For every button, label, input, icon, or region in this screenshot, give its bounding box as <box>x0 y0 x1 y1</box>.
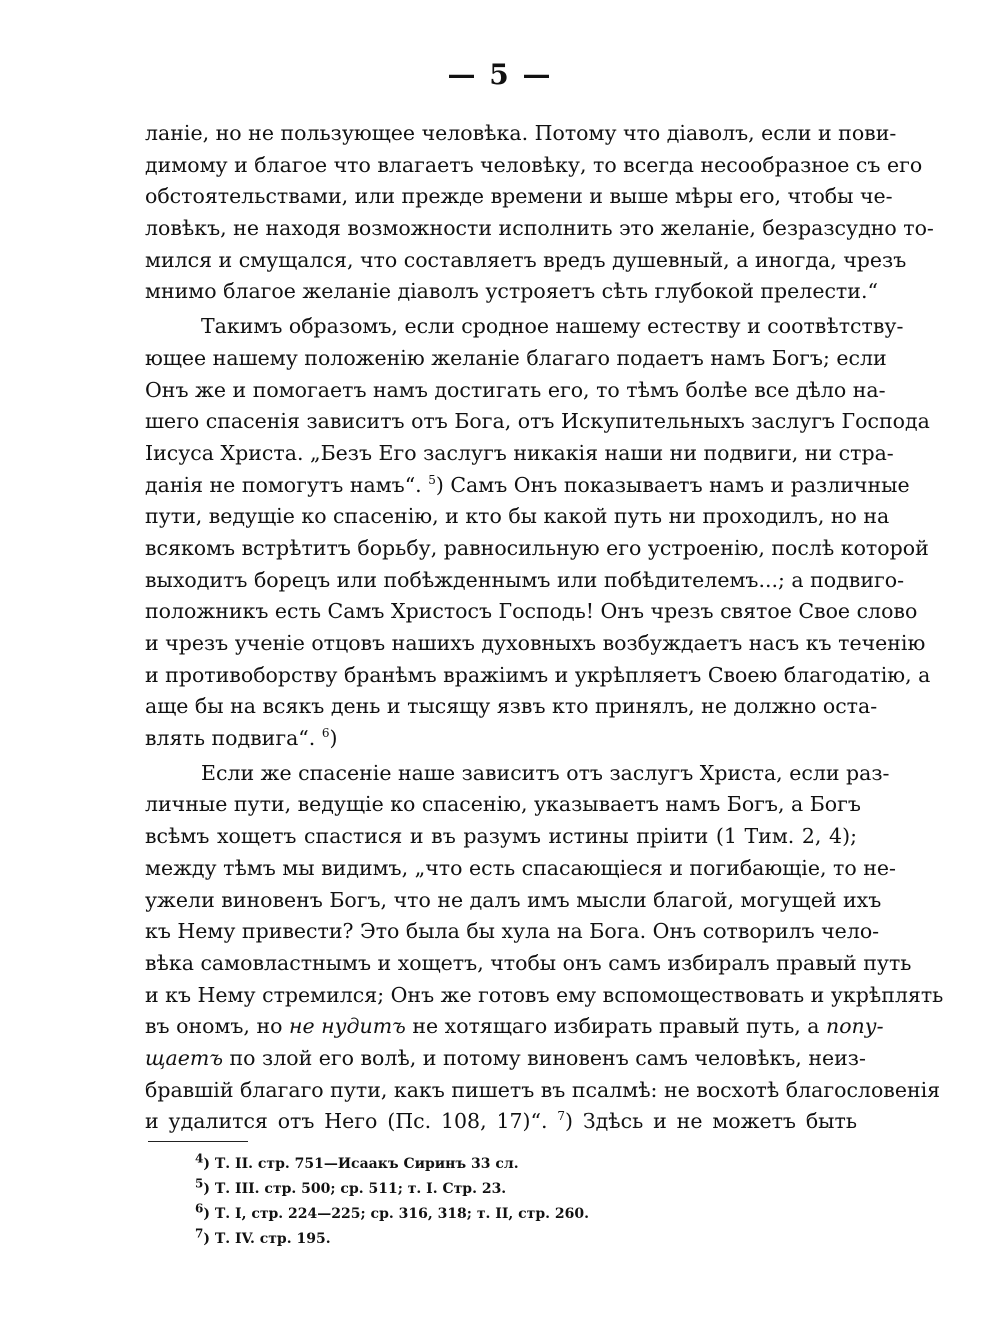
footnote-ref: 7 <box>557 1109 566 1124</box>
footnote: $^7$) Т. IV. стр. 195. <box>195 1226 331 1247</box>
text-line: ланіе, но не пользующее человѣка. Потому что діаволъ, если и пови- <box>145 121 897 145</box>
text-line: бравшій благаго пути, какъ пишетъ въ псалмѣ: не восхотѣ благословенія <box>145 1077 941 1102</box>
text-line: мился и смущался, что составляетъ вредъ душевный, а иногда, чрезъ <box>145 247 907 272</box>
text-line: Такимъ образомъ, если сродное нашему естеству и соотвѣтству- <box>201 314 904 339</box>
text-line: выходитъ борецъ или побѣжденнымъ или побѣдителемъ...; а подвиго- <box>145 567 904 592</box>
text-line: мнимо благое желаніе діаволъ устрояетъ сѣть глубокой прелести.“ <box>145 279 878 304</box>
text-line: между тѣмъ мы видимъ, „что есть спасающіеся и погибающіе, то не- <box>145 855 896 880</box>
text-line: данія не помогутъ намъ“. $^5$) Самъ Онъ показываетъ намъ и различные <box>145 472 910 497</box>
text-line: и противоборству бранѣмъ вражіимъ и укрѣпляетъ Своею благодатію, а <box>145 662 931 687</box>
text-line: димому и благое что влагаетъ человѣку, то всегда несообразное съ его <box>145 152 923 177</box>
text-line: щаетъ по злой его волѣ, и потому виновенъ самъ человѣкъ, неиз- <box>145 1045 866 1070</box>
text-line: Іисуса Христа. „Безъ Его заслугъ никакія наши ни подвиги, ни стра- <box>145 440 894 465</box>
text-line: вѣка самовластнымъ и хощетъ, чтобы онъ самъ избиралъ правый путь <box>145 950 912 975</box>
text-line: и къ Нему стремился; Онъ же готовъ ему вспомоществовать и укрѣплять <box>145 982 944 1007</box>
footnote: $^5$) Т. III. стр. 500; ср. 511; т. I. Стр. 23. <box>195 1176 507 1197</box>
footnote-separator <box>148 1141 248 1142</box>
text-line: положникъ есть Самъ Христосъ Господь! Онъ чрезъ святое Свое слово <box>145 599 918 624</box>
text-line: влять подвига“. $^6$) <box>145 726 338 751</box>
text-line: Если же спасеніе наше зависитъ отъ заслугъ Христа, если раз- <box>201 760 890 785</box>
text-line: пути, ведущіе ко спасенію, и кто бы какой путь ни проходилъ, но на <box>145 504 890 529</box>
text-line: аще бы на всякъ день и тысящу язвъ кто принялъ, не должно оста- <box>145 694 878 719</box>
footnotes <box>195 1152 589 1252</box>
text-line: къ Нему привести? Это была бы хула на Бога. Онъ сотворилъ чело- <box>145 919 880 944</box>
footnote: $^4$) Т. II. стр. 751—Исаакъ Сиринъ 33 сл. <box>195 1151 519 1172</box>
italic-emphasis: не нудитъ <box>289 1014 406 1039</box>
text-line: и чрезъ ученіе отцовъ нашихъ духовныхъ возбуждаетъ насъ къ теченію <box>145 631 926 655</box>
footnote-ref: 5 <box>428 472 436 487</box>
footnote: $^6$) Т. I, стр. 224—225; ср. 316, 318; т. II, стр. 260. <box>195 1201 589 1222</box>
text-line: ловѣкъ, не находя возможности исполнить это желаніе, безразсудно то- <box>145 216 934 241</box>
text-line: обстоятельствами, или прежде времени и выше мѣры его, чтобы че- <box>145 184 893 209</box>
text-line: всякомъ встрѣтитъ борьбу, равносильную его устроенію, послѣ которой <box>145 535 929 560</box>
italic-emphasis: щаетъ <box>145 1045 223 1070</box>
text-line: ющее нашему положенію желаніе благаго подаетъ намъ Богъ; если <box>145 345 887 370</box>
text-line: и удалится отъ Него (Пс. 108, 17)“. $^7$) Здѣсь и не можетъ быть <box>145 1109 857 1134</box>
text-line: личные пути, ведущіе ко спасенію, указываетъ намъ Богъ, а Богъ <box>145 792 861 817</box>
text-line: ужели виновенъ Богъ, что не далъ имъ мысли благой, могущей ихъ <box>145 887 882 912</box>
text-line: Онъ же и помогаетъ намъ достигать его, то тѣмъ болѣе все дѣло на- <box>145 377 886 402</box>
footnote-ref: 6 <box>321 726 330 741</box>
text-line: всѣмъ хощетъ спастися и въ разумъ истины пріити (1 Тим. 2, 4); <box>145 824 857 849</box>
page-number: — 5 — <box>447 58 553 91</box>
text-line: шего спасенія зависитъ отъ Бога, отъ Искупительныхъ заслугъ Господа <box>145 409 930 434</box>
text-line: въ ономъ, но не нудитъ не хотящаго избирать правый путь, а попу- <box>145 1014 884 1039</box>
body-text <box>145 118 944 1138</box>
italic-emphasis: попу- <box>826 1014 884 1039</box>
